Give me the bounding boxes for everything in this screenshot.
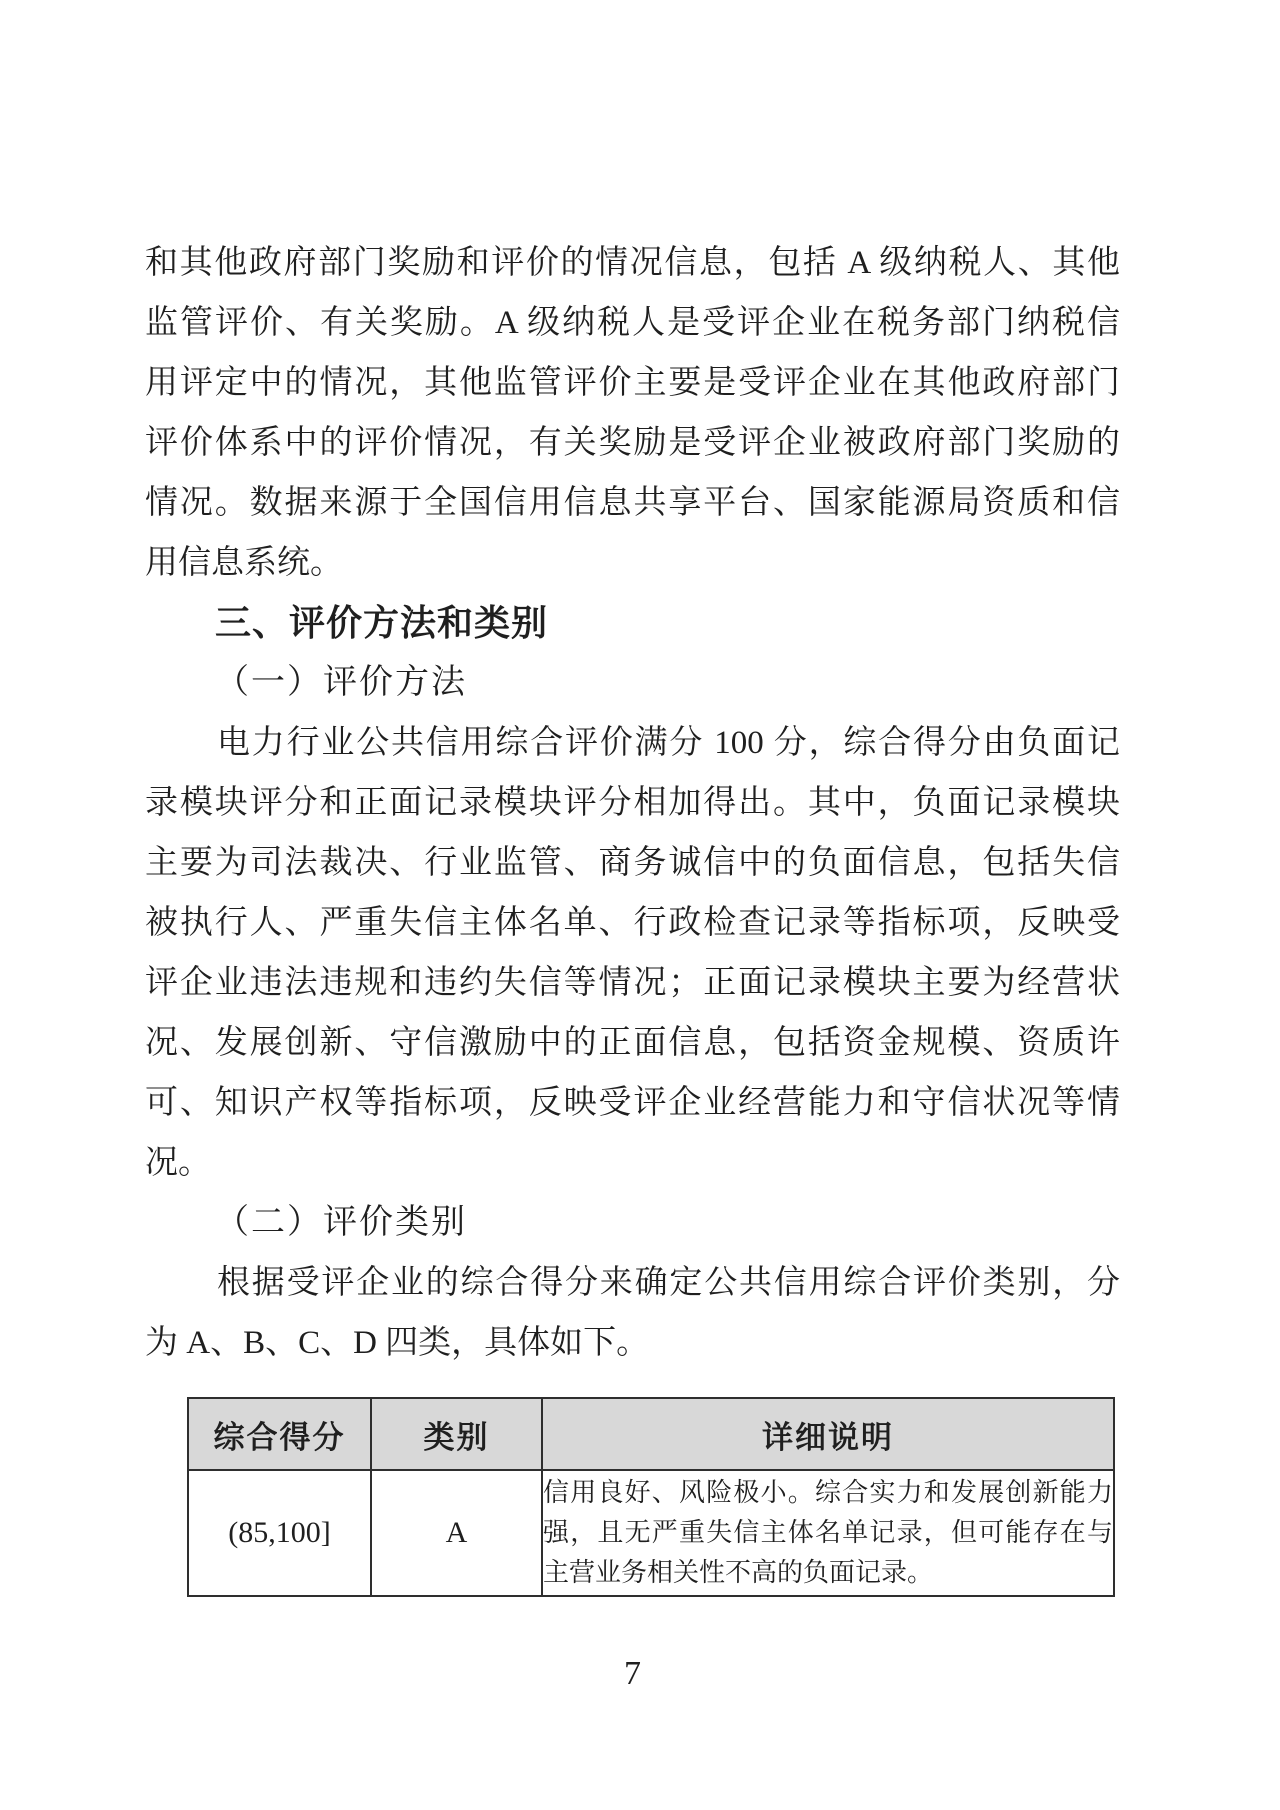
paragraph-line: 根据受评企业的综合得分来确定公共信用综合评价类别，分 xyxy=(217,1265,1120,1301)
paragraph-line: 况。 xyxy=(145,1145,211,1181)
table-header-category: 类别 xyxy=(371,1398,542,1470)
text-block xyxy=(145,233,1120,1597)
paragraph-line: 为 A、B、C、D 四类，具体如下。 xyxy=(145,1325,650,1361)
table-row xyxy=(188,1470,1114,1596)
rating-table xyxy=(187,1397,1115,1597)
paragraph-line: 录模块评分和正面记录模块评分相加得出。其中，负面记录模块 xyxy=(145,785,1120,821)
paragraph-line: 用信息系统。 xyxy=(145,545,343,581)
category-cell: A xyxy=(371,1470,542,1596)
paragraph-line: 电力行业公共信用综合评价满分 100 分，综合得分由负面记 xyxy=(217,725,1120,761)
table-header-description: 详细说明 xyxy=(542,1398,1114,1470)
section-heading: 三、评价方法和类别 xyxy=(215,602,549,643)
paragraph-line: 和其他政府部门奖励和评价的情况信息，包括 A 级纳税人、其他 xyxy=(145,245,1120,281)
table-header-row xyxy=(188,1398,1114,1470)
paragraph-line: 监管评价、有关奖励。A 级纳税人是受评企业在税务部门纳税信 xyxy=(145,305,1120,341)
subsection-heading-1: （一）评价方法 xyxy=(215,664,467,701)
table-header-score: 综合得分 xyxy=(188,1398,371,1470)
paragraph-line: 主要为司法裁决、行业监管、商务诚信中的负面信息，包括失信 xyxy=(145,845,1120,881)
paragraph-line: 评价体系中的评价情况，有关奖励是受评企业被政府部门奖励的 xyxy=(145,425,1120,461)
score-range-cell: (85,100] xyxy=(188,1470,371,1596)
paragraph-line: 可、知识产权等指标项，反映受评企业经营能力和守信状况等情 xyxy=(145,1085,1120,1121)
subsection-heading-2: （二）评价类别 xyxy=(215,1204,467,1241)
paragraph-line: 被执行人、严重失信主体名单、行政检查记录等指标项，反映受 xyxy=(145,905,1120,941)
paragraph-line: 用评定中的情况，其他监管评价主要是受评企业在其他政府部门 xyxy=(145,365,1120,401)
paragraph-line: 评企业违法违规和违约失信等情况；正面记录模块主要为经营状 xyxy=(145,965,1120,1001)
paragraph-line: 情况。数据来源于全国信用信息共享平台、国家能源局资质和信 xyxy=(145,485,1120,521)
paragraph-line: 况、发展创新、守信激励中的正面信息，包括资金规模、资质许 xyxy=(145,1025,1120,1061)
description-cell: 信用良好、风险极小。综合实力和发展创新能力强，且无严重失信主体名单记录，但可能存在与主营业务相关性不高的负面记录。 xyxy=(542,1470,1114,1596)
page-number: 7 xyxy=(624,1655,641,1692)
